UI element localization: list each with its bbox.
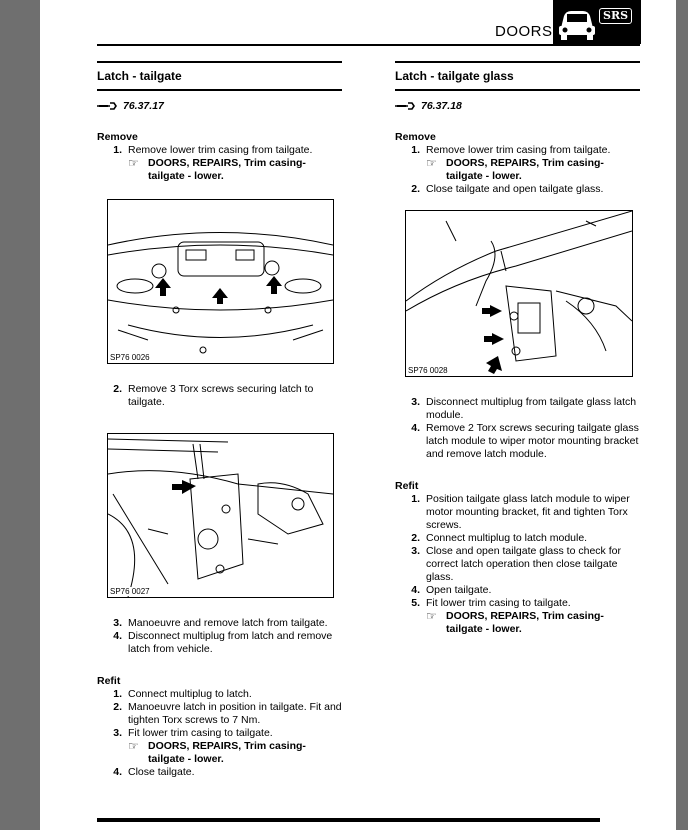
title-rule-top: [97, 61, 342, 63]
pointing-hand-icon: ☞: [128, 156, 139, 170]
step-number: 1.: [411, 144, 420, 156]
right-title: Latch - tailgate glass: [395, 69, 514, 83]
right-remove-steps-a: [395, 144, 640, 196]
step-number: 4.: [113, 766, 122, 778]
step-number: 5.: [411, 597, 420, 609]
step-text-wrap: [128, 727, 342, 766]
step-text: Remove lower trim casing from tailgate.: [128, 144, 313, 156]
procedure-step: [395, 396, 640, 422]
left-op-code: 76.37.17: [123, 100, 164, 112]
figure-caption: SP76 0026: [110, 353, 150, 362]
step-number: 4.: [411, 584, 420, 596]
refit-heading: Refit: [97, 675, 121, 687]
step-text-wrap: [128, 630, 342, 656]
step-text: Manoeuvre and remove latch from tailgate.: [128, 617, 328, 629]
step-text: Remove 3 Torx screws securing latch to tailgate.: [128, 383, 314, 408]
step-number: 4.: [113, 630, 122, 642]
title-rule-top: [395, 61, 640, 63]
step-text-wrap: [426, 584, 640, 597]
procedure-step: [395, 597, 640, 636]
step-text: Connect multiplug to latch module.: [426, 532, 588, 544]
step-number: 1.: [113, 688, 122, 700]
step-number: 3.: [113, 727, 122, 739]
latch-tailgate-illustration: [108, 200, 333, 363]
step-text-wrap: [426, 183, 640, 196]
left-refit-steps: [97, 688, 342, 779]
right-remove-steps-b: [395, 396, 640, 461]
pointing-hand-icon: ☞: [426, 156, 437, 170]
step-number: 4.: [411, 422, 420, 434]
left-title: Latch - tailgate: [97, 69, 182, 83]
cross-reference-text: DOORS, REPAIRS, Trim casing-tailgate - lower.: [446, 610, 604, 635]
step-text-wrap: [128, 144, 342, 183]
tailgate-latch-screws-illustration: [108, 434, 333, 597]
procedure-step: [395, 144, 640, 183]
wrench-icon: [97, 102, 117, 110]
step-text: Close tailgate and open tailgate glass.: [426, 183, 604, 195]
step-text: Position tailgate glass latch module to wiper motor mounting bracket, fit and tighten Torx screws.: [426, 493, 630, 531]
pointing-hand-icon: ☞: [426, 609, 437, 623]
step-number: 3.: [411, 545, 420, 557]
right-column: [395, 56, 640, 196]
step-text: Disconnect multiplug from latch and remove latch from vehicle.: [128, 630, 333, 655]
procedure-step: [395, 584, 640, 597]
step-number: 3.: [113, 617, 122, 629]
right-op-code: 76.37.18: [421, 100, 462, 112]
cross-reference[interactable]: [128, 740, 342, 766]
footer-rule: [97, 818, 600, 822]
step-text-wrap: [128, 383, 342, 409]
step-number: 2.: [411, 532, 420, 544]
left-remove-steps-a: [97, 144, 342, 183]
procedure-step: [97, 144, 342, 183]
cross-reference-text: DOORS, REPAIRS, Trim casing-tailgate - lower.: [446, 157, 604, 182]
step-number: 2.: [113, 701, 122, 713]
operation-code: [395, 100, 640, 112]
chapter-title: DOORS: [495, 23, 553, 40]
step-text-wrap: [426, 144, 640, 183]
cross-reference-text: DOORS, REPAIRS, Trim casing-tailgate - lower.: [148, 740, 306, 765]
cross-reference[interactable]: [128, 157, 342, 183]
step-number: 1.: [113, 144, 122, 156]
procedure-step: [97, 766, 342, 779]
title-rule: [395, 89, 640, 91]
procedure-step: [97, 630, 342, 656]
car-icon: [555, 2, 599, 42]
srs-badge: [553, 0, 641, 44]
remove-heading: Remove: [97, 131, 138, 143]
procedure-step: [395, 493, 640, 532]
cross-reference[interactable]: [426, 610, 640, 636]
step-text: Close tailgate.: [128, 766, 195, 778]
procedure-step: [97, 617, 342, 630]
step-text: Manoeuvre latch in position in tailgate. Fit and tighten Torx screws to 7 Nm.: [128, 701, 342, 726]
operation-code: [97, 100, 342, 112]
procedure-step: [97, 701, 342, 727]
procedure-step: [97, 688, 342, 701]
figure-sp76-0026: [107, 199, 334, 364]
step-text: Fit lower trim casing to tailgate.: [128, 727, 273, 739]
pointing-hand-icon: ☞: [128, 739, 139, 753]
figure-sp76-0028: [405, 210, 633, 377]
step-text: Disconnect multiplug from tailgate glass latch module.: [426, 396, 637, 421]
step-text-wrap: [128, 688, 342, 701]
procedure-step: [97, 727, 342, 766]
left-column-part3: [97, 617, 342, 779]
manual-page: [40, 0, 676, 830]
step-text: Fit lower trim casing to tailgate.: [426, 597, 571, 609]
step-text-wrap: [426, 396, 640, 422]
cross-reference[interactable]: [426, 157, 640, 183]
header-rule: [97, 44, 640, 46]
procedure-step: [395, 532, 640, 545]
remove-heading: Remove: [395, 131, 436, 143]
left-remove-steps-b: [97, 383, 342, 409]
left-column-part2: [97, 383, 342, 409]
step-text: Open tailgate.: [426, 584, 492, 596]
step-text-wrap: [426, 422, 640, 461]
step-text: Close and open tailgate glass to check for correct latch operation then close tailgate glass.: [426, 545, 621, 583]
step-text: Remove 2 Torx screws securing tailgate glass latch module to wiper motor mounting bracket and remove latch module.: [426, 422, 639, 460]
step-text: Connect multiplug to latch.: [128, 688, 252, 700]
srs-label: SRS: [599, 8, 632, 24]
title-rule: [97, 89, 342, 91]
step-number: 1.: [411, 493, 420, 505]
step-text-wrap: [128, 766, 342, 779]
step-text-wrap: [426, 532, 640, 545]
step-number: 2.: [411, 183, 420, 195]
right-refit-steps: [395, 493, 640, 636]
procedure-step: [395, 545, 640, 584]
step-text: Remove lower trim casing from tailgate.: [426, 144, 611, 156]
step-text-wrap: [426, 597, 640, 636]
right-column-part2: [395, 396, 640, 636]
wrench-icon: [395, 102, 415, 110]
step-text-wrap: [128, 617, 342, 630]
step-text-wrap: [426, 493, 640, 532]
step-text-wrap: [128, 701, 342, 727]
left-remove-steps-c: [97, 617, 342, 656]
refit-heading: Refit: [395, 480, 419, 492]
step-number: 2.: [113, 383, 122, 395]
step-text-wrap: [426, 545, 640, 584]
left-column: [97, 56, 342, 183]
figure-caption: SP76 0027: [110, 587, 150, 596]
tailgate-glass-latch-illustration: [406, 211, 632, 376]
figure-sp76-0027: [107, 433, 334, 598]
procedure-step: [97, 383, 342, 409]
cross-reference-text: DOORS, REPAIRS, Trim casing-tailgate - lower.: [148, 157, 306, 182]
figure-caption: SP76 0028: [408, 366, 448, 375]
procedure-step: [395, 183, 640, 196]
procedure-step: [395, 422, 640, 461]
step-number: 3.: [411, 396, 420, 408]
